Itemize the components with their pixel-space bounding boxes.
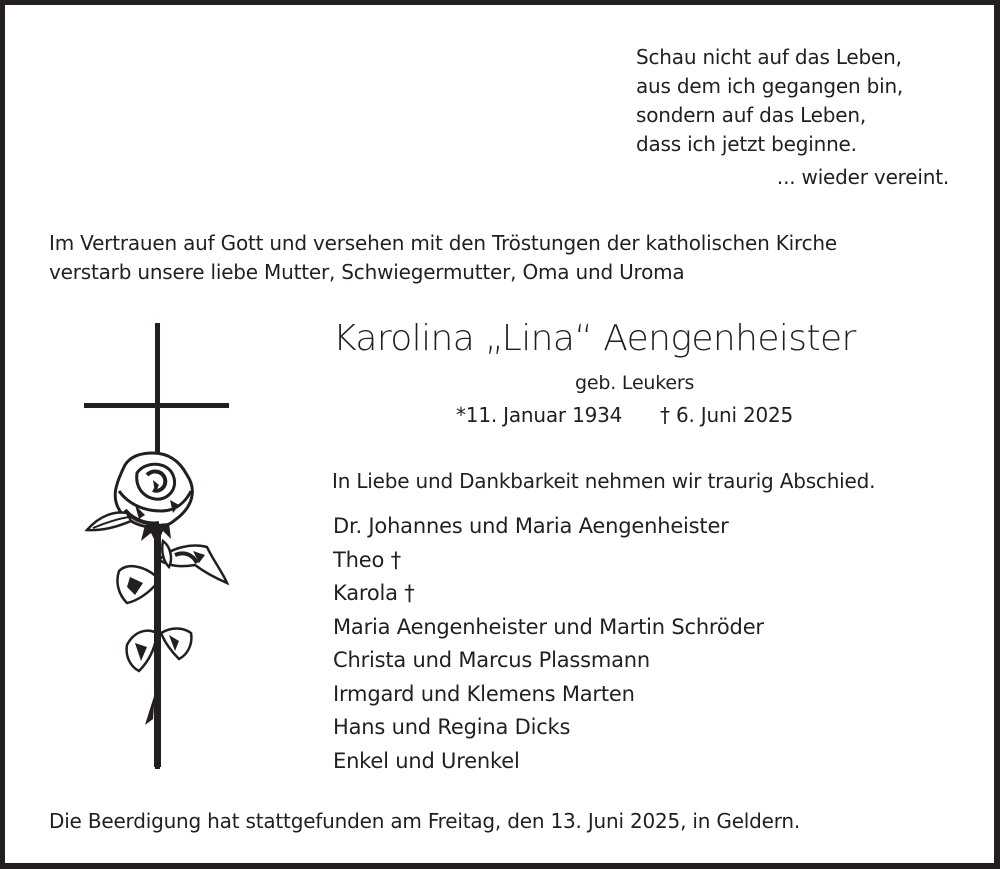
- poem-line: dass ich jetzt beginne.: [636, 132, 857, 156]
- mourner: Theo †: [333, 547, 401, 572]
- birth-date: *11. Januar 1934: [456, 403, 623, 427]
- deceased-name: Karolina „Lina“ Aengenheister: [333, 318, 856, 359]
- mourners-list: [333, 510, 764, 778]
- funeral-info: Die Beerdigung hat stattgefunden am Freitag, den 13. Juni 2025, in Geldern.: [49, 809, 801, 833]
- poem-tagline: ... wieder vereint.: [776, 165, 949, 189]
- poem-line: sondern auf das Leben,: [636, 103, 867, 127]
- poem: [636, 43, 903, 159]
- intro-line: verstarb unsere liebe Mutter, Schwiegermutter, Oma und Uroma: [49, 260, 685, 284]
- mourner: Karola †: [333, 581, 415, 605]
- mourner: Hans und Regina Dicks: [333, 715, 571, 739]
- mourner: Enkel und Urenkel: [333, 748, 520, 773]
- mourner: Christa und Marcus Plassmann: [333, 648, 651, 672]
- cross-with-rose-icon: [75, 315, 245, 775]
- poem-line: Schau nicht auf das Leben,: [636, 45, 902, 69]
- mourner: Maria Aengenheister und Martin Schröder: [333, 614, 764, 639]
- intro-line: Im Vertrauen auf Gott und versehen mit den Tröstungen der katholischen Kirche: [49, 231, 837, 255]
- death-date: † 6. Juni 2025: [660, 403, 794, 427]
- poem-line: aus dem ich gegangen bin,: [636, 74, 904, 98]
- birth-name: geb. Leukers: [575, 372, 695, 394]
- intro-text: [49, 229, 837, 287]
- mourner: Dr. Johannes und Maria Aengenheister: [333, 514, 729, 538]
- mourner: Irmgard und Klemens Marten: [333, 681, 635, 706]
- farewell-text: In Liebe und Dankbarkeit nehmen wir traurig Abschied.: [332, 469, 876, 493]
